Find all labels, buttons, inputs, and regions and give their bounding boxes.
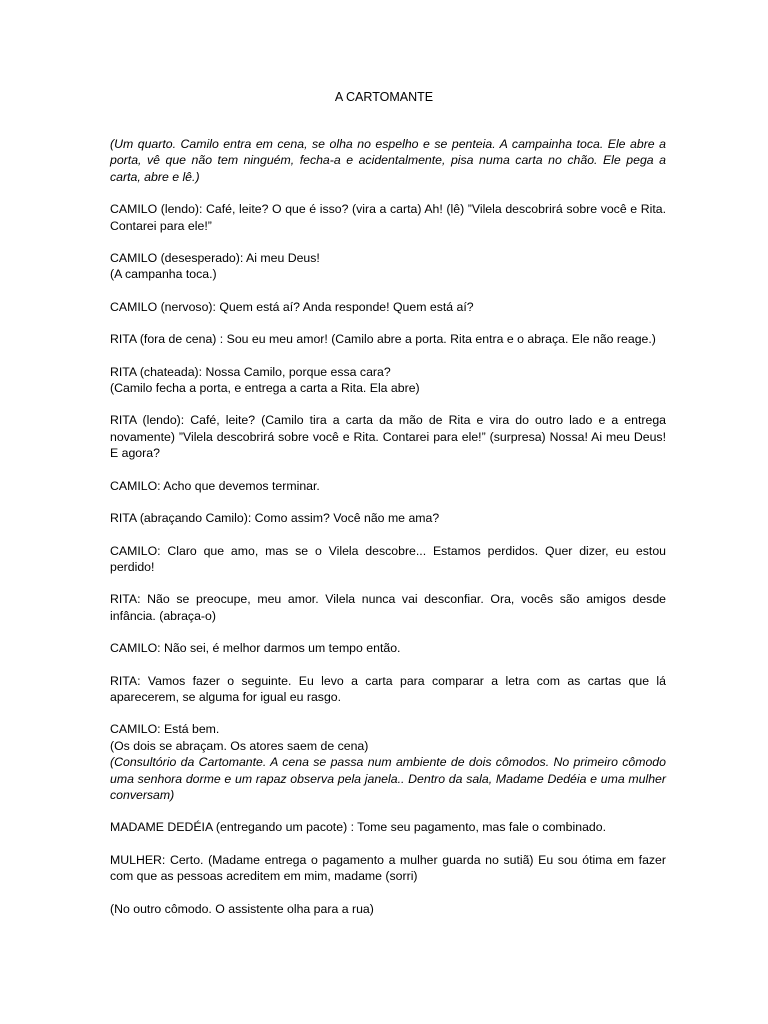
dialogue-line: MULHER: Certo. (Madame entrega o pagamento a mulher guarda no sutiã) Eu sou ótima em fazer com que as pessoas acreditem em mim, madame (sorri) xyxy=(110,852,666,884)
stage-direction: (Um quarto. Camilo entra em cena, se olha no espelho e se penteia. A campainha toca. Ele abre a porta, vê que não tem ninguém, fecha-a e acidentalmente, pisa numa carta no chão. Ele pega a carta, abre e lê.) xyxy=(110,137,666,184)
dialogue-line: CAMILO: Claro que amo, mas se o Vilela descobre... Estamos perdidos. Quer dizer, eu estou perdido! xyxy=(110,543,666,574)
dialogue-line: RITA (fora de cena) : Sou eu meu amor! (Camilo abre a porta. Rita entra e o abraça. Ele não reage.) xyxy=(110,332,656,347)
stage-direction: (No outro cômodo. O assistente olha para a rua) xyxy=(110,901,374,916)
dialogue-line: RITA: Vamos fazer o seguinte. Eu levo a carta para comparar a letra com as cartas que lá aparecerem, se alguma for igual eu rasgo. xyxy=(110,673,666,704)
dialogue-line: CAMILO (desesperado): Ai meu Deus! xyxy=(110,251,320,266)
dialogue-line: CAMILO (nervoso): Quem está aí? Anda responde! Quem está aí? xyxy=(110,299,474,314)
stage-direction: (Os dois se abraçam. Os atores saem de cena) xyxy=(110,738,369,753)
document-body xyxy=(110,136,666,933)
dialogue-line: RITA (lendo): Café, leite? (Camilo tira a carta da mão de Rita e vira do outro lado e a entrega novamente) ”Vilela descobrirá sobre você e Rita. Contarei para ele!” (surpresa) Nossa! Ai meu Deus! E agora? xyxy=(110,413,666,461)
dialogue-line: MADAME DEDÉIA (entregando um pacote) : Tome seu pagamento, mas fale o combinado. xyxy=(110,820,606,835)
dialogue-line: RITA: Não se preocupe, meu amor. Vilela nunca vai desconfiar. Ora, vocês são amigos desde infância. (abraça-o) xyxy=(110,592,666,623)
stage-direction: (A campanha toca.) xyxy=(110,267,217,282)
dialogue-line: RITA (abraçando Camilo): Como assim? Você não me ama? xyxy=(110,511,440,526)
dialogue-line: CAMILO: Está bem. xyxy=(110,722,220,737)
dialogue-line: RITA (chateada): Nossa Camilo, porque essa cara? xyxy=(110,364,391,379)
stage-direction: (Consultório da Cartomante. A cena se passa num ambiente de dois cômodos. No primeiro cômodo uma senhora dorme e um rapaz observa pela janela.. Dentro da sala, Madame Dedéia e uma mulher conversam) xyxy=(110,755,666,802)
document-title: A CARTOMANTE xyxy=(334,90,434,104)
stage-direction: (Camilo fecha a porta, e entrega a carta a Rita. Ela abre) xyxy=(110,381,420,396)
dialogue-line: CAMILO (lendo): Café, leite? O que é isso? (vira a carta) Ah! (lê) ”Vilela descobrirá sobre você e Rita. Contarei para ele!” xyxy=(110,202,666,233)
dialogue-line: CAMILO: Não sei, é melhor darmos um tempo então. xyxy=(110,641,401,656)
dialogue-line: CAMILO: Acho que devemos terminar. xyxy=(110,478,320,493)
